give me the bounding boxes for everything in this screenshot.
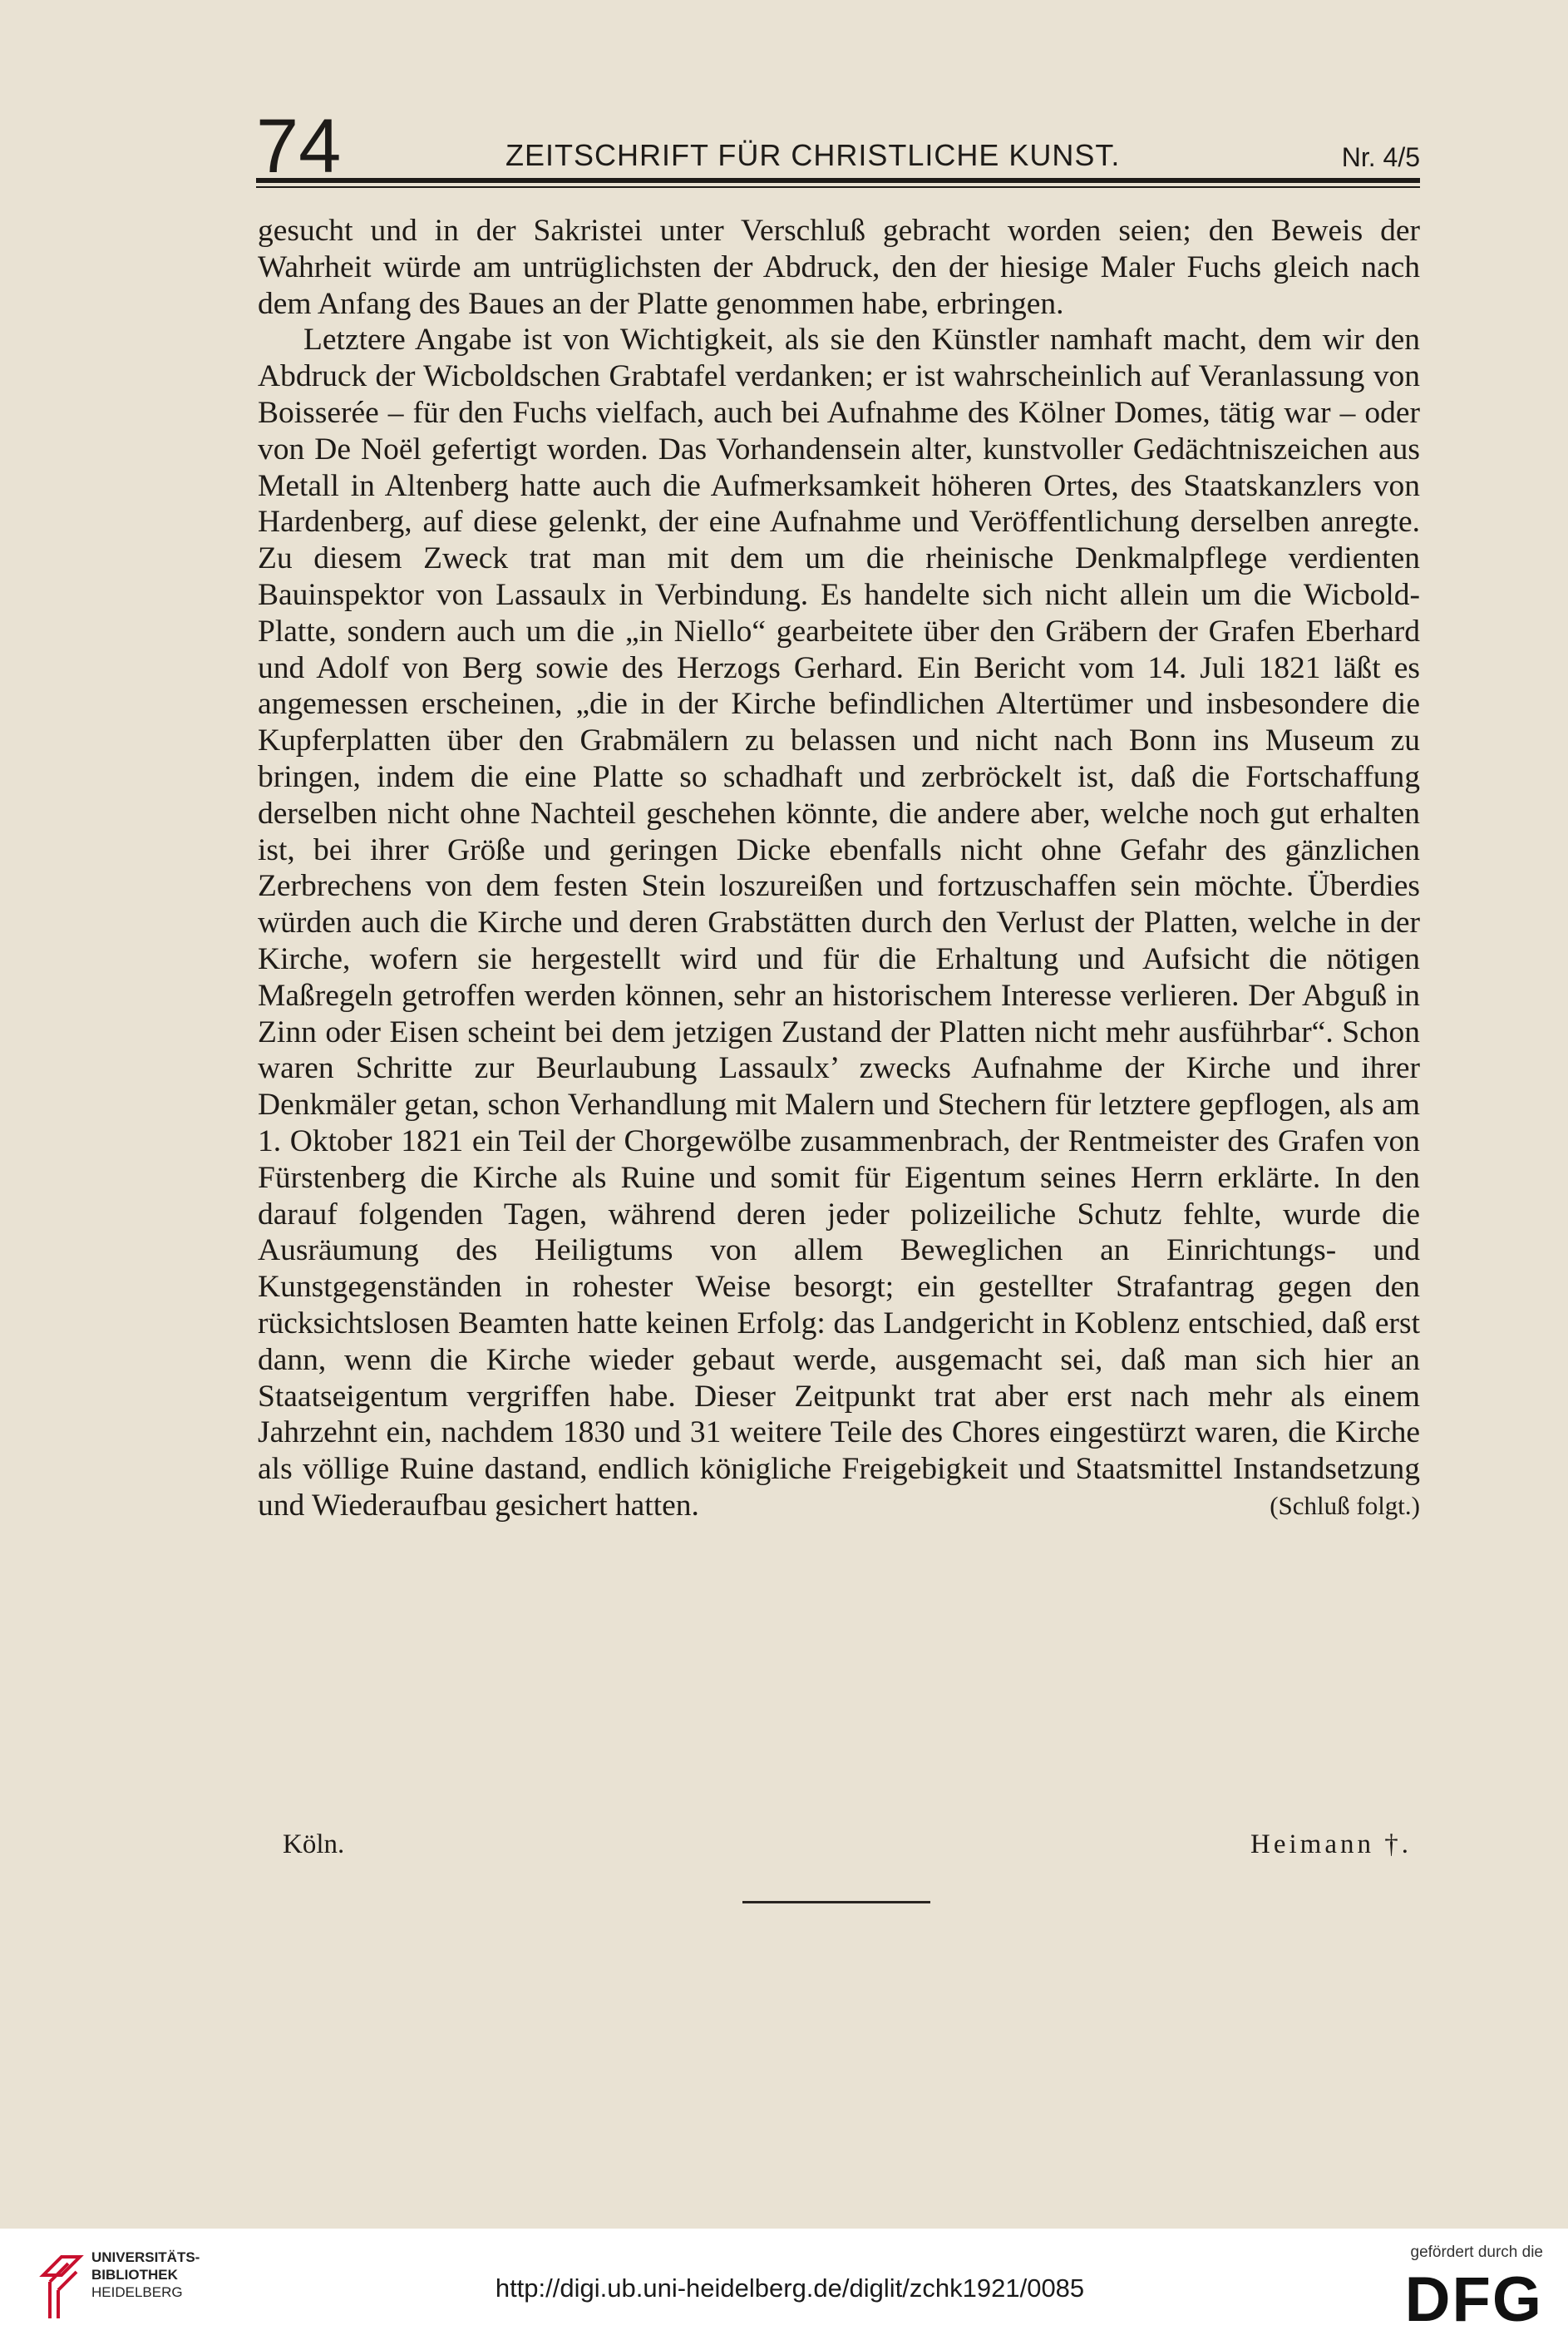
footer-bar bbox=[0, 2229, 1568, 2345]
journal-title: ZEITSCHRIFT FÜR CHRISTLICHE KUNST. bbox=[505, 138, 1121, 172]
issue-number: Nr. 4/5 bbox=[1341, 142, 1420, 172]
paragraph-1: gesucht und in der Sakristei unter Verschluß gebracht worden seien; den Beweis der Wahrheit würde am untrüglichsten der Abdruck, den der hiesige Maler Fuchs gleich nach dem Anfang des Baues an der Platte genommen habe, erbringen. bbox=[258, 214, 1420, 321]
library-line-3: HEIDELBERG bbox=[91, 2284, 183, 2300]
end-rule bbox=[742, 1901, 930, 1903]
dfg-logo: DFG bbox=[1404, 2264, 1543, 2335]
library-name bbox=[91, 2249, 200, 2301]
article-body bbox=[258, 213, 1420, 1524]
running-header bbox=[256, 98, 1420, 189]
author-name: Heimann †. bbox=[1250, 1829, 1412, 1859]
continuation-note: (Schluß folgt.) bbox=[1270, 1490, 1420, 1520]
permalink-url[interactable]: http://digi.ub.uni-heidelberg.de/diglit/zchk1921/0085 bbox=[495, 2273, 1085, 2303]
library-line-1: UNIVERSITÄTS- bbox=[91, 2249, 200, 2265]
page-number: 74 bbox=[256, 104, 342, 189]
paragraph-2-text: Letztere Angabe ist von Wichtigkeit, als sie den Künstler namhaft macht, dem wir den Abdruck der Wicboldschen Grabtafel verdanken; er ist wahrscheinlich auf Veranlassung von Boisserée – für den Fuchs vielfach, auch bei Aufnahme des Kölner Domes, tätig war – oder von De Noël gefertigt worden. Das Vorhandensein alter, kunstvoller Gedächtniszeichen aus Metall in Altenberg hatte auch die Aufmerksamkeit höheren Ortes, des Staatskanzlers von Hardenberg, auf diese gelenkt, der eine Aufnahme und Veröffentlichung derselben anregte. Zu diesem Zweck trat man mit dem um die rheinische Denkmalpflege verdienten Bauinspektor von Lassaulx in Verbindung. Es handelte sich nicht allein um die Wicbold-Platte, sondern auch um die „in Niello“ gearbeitete über den Gräbern der Grafen Eberhard und Adolf von Berg sowie des Herzogs Gerhard. Ein Bericht vom 14. Juli 1821 läßt es angemessen erscheinen, „die in der Kirche befindlichen Altertümer und insbesondere die Kupferplatten über den Grabmälern zu belassen und nicht nach Bonn ins Museum zu bringen, indem die eine Platte so schadhaft und zerbröckelt ist, daß die Fortschaffung derselben nicht ohne Nachteil geschehen könnte, die andere aber, welche noch gut erhalten ist, bei ihrer Größe und geringen Dicke ebenfalls nicht ohne Gefahr des gänzlichen Zerbrechens von dem festen Stein loszureißen und fortzuschaffen sein möchte. Überdies würden auch die Kirche und deren Grabstätten durch den Verlust der Platten, welche in der Kirche, wofern sie hergestellt wird und für die Erhaltung und Aufsicht die nötigen Maßregeln getroffen werden können, sehr an historischem Interesse verlieren. Der Abguß in Zinn oder Eisen scheint bei dem jetzigen Zustand der Platten nicht mehr ausführbar“. Schon waren Schritte zur Beurlaubung Lassaulx’ zwecks Aufnahme der Kirche und ihrer Denkmäler getan, schon Verhandlung mit Malern und Stechern für letztere gepflogen, als am 1. Oktober 1821 ein Teil der Chorgewölbe zusammenbrach, der Rentmeister des Grafen von Fürstenberg die Kirche als Ruine und somit für Eigentum seines Herrn erklärte. In den darauf folgenden Tagen, während deren jeder polizeiliche Schutz fehlte, wurde die Ausräumung des Heiligtums von allem Beweglichen an Einrichtungs- und Kunstgegenständen in rohester Weise besorgt; ein gestellter Strafantrag gegen den rücksichtslosen Beamten hatte keinen Erfolg: das Landgericht in Koblenz entschied, daß erst dann, wenn die Kirche wieder gebaut werde, ausgemacht sei, daß man sich hier an Staatseigentum vergriffen habe. Dieser Zeitpunkt trat aber erst nach mehr als einem Jahrzehnt ein, nachdem 1830 und 31 weitere Teile des Chores eingestürzt waren, die Kirche als völlige Ruine dastand, endlich königliche Freigebigkeit und Staatsmittel Instandsetzung und Wiederaufbau gesichert hatten. bbox=[258, 323, 1420, 1523]
sponsor-caption: gefördert durch die bbox=[1410, 2244, 1543, 2261]
library-line-2: BIBLIOTHEK bbox=[91, 2267, 178, 2283]
paragraph-2 bbox=[258, 322, 1420, 1523]
university-library-logo-icon bbox=[37, 2242, 86, 2325]
signature-row bbox=[283, 1829, 1412, 1868]
place-name: Köln. bbox=[283, 1829, 345, 1859]
